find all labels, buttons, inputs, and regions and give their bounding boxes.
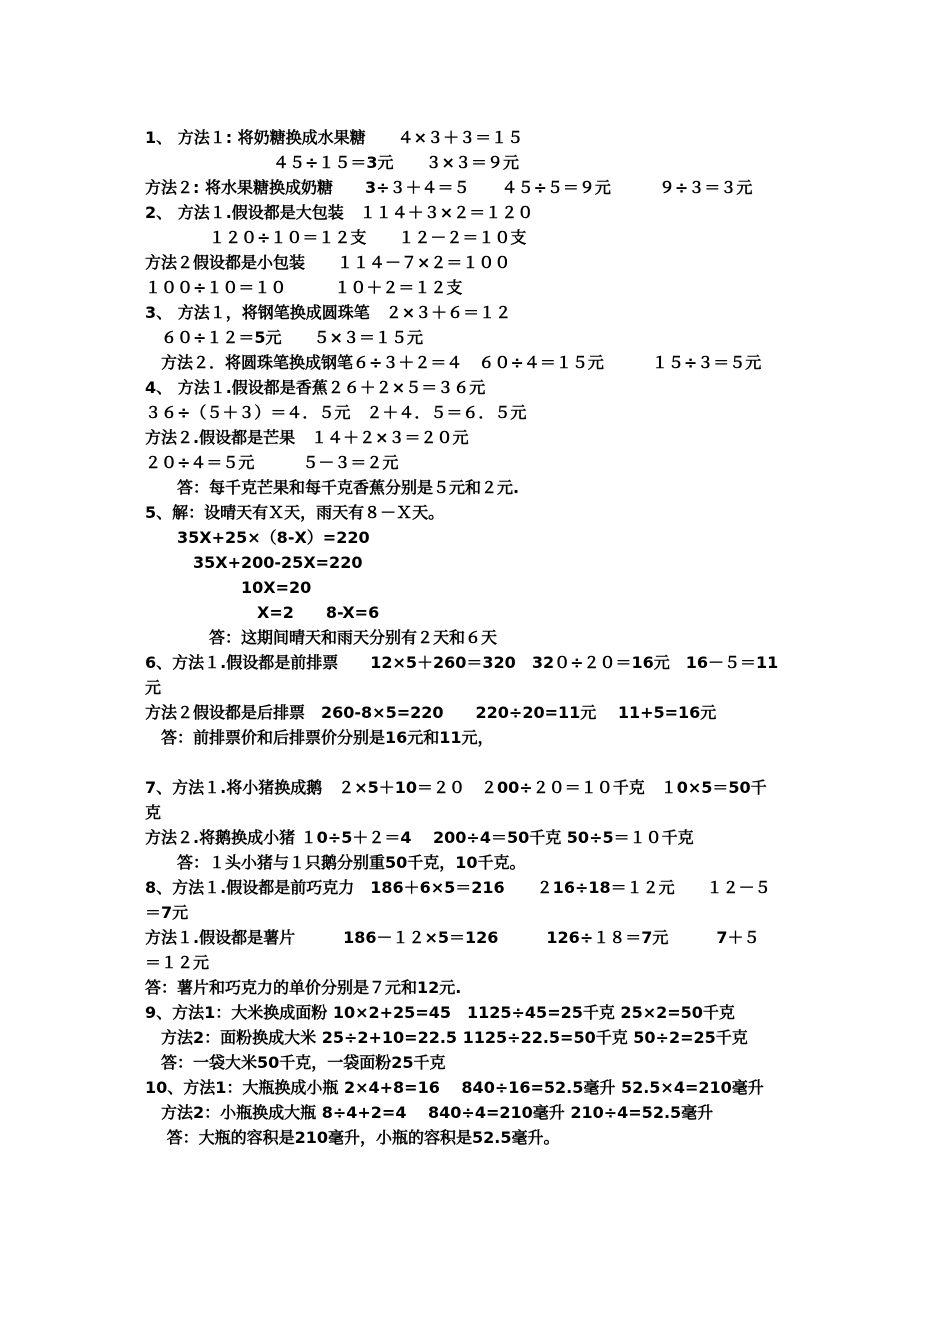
text-line-41: 答：大瓶的容积是210毫升，小瓶的容积是52.5毫升。 [145, 1128, 560, 1147]
text-line-17: 35X+25×（8-X）=220 [145, 528, 370, 547]
text-line-2: ４５÷１５＝3元 ３×３＝９元 [145, 153, 519, 172]
text-line-33: 方法１.假设都是薯片 186－１２×5＝126 126÷１８＝7元 7＋５ [145, 928, 760, 947]
text-line-28: 克 [145, 803, 162, 822]
text-line-25: 答：前排票价和后排票价分别是16元和11元， [145, 728, 494, 747]
text-line-38: 答：一袋大米50千克，一袋面粉25千克 [145, 1053, 446, 1072]
text-line-3: 方法２: 将水果糖换成奶糖 3÷３＋４＝５ ４５÷５＝９元 ９÷３＝３元 [145, 178, 753, 197]
text-line-10: 方法２．将圆珠笔换成钢笔６÷３＋２＝４ ６０÷４＝１５元 １５÷３＝５元 [145, 353, 762, 372]
text-line-5: １２０÷１０＝１２支 １２－２＝１０支 [145, 228, 527, 247]
text-line-34: ＝１２元 [145, 953, 210, 972]
text-line-26 [145, 750, 815, 775]
text-line-21: 答：这期间晴天和雨天分别有２天和６天 [145, 628, 498, 647]
text-line-20: X=2 8-X=6 [145, 603, 380, 622]
text-line-9: ６０÷１２＝5元 ５×３＝１５元 [145, 328, 423, 347]
text-line-39: 10、方法1：大瓶换成小瓶 2×4+8=16 840÷16=52.5毫升 52.5×4=210毫升 [145, 1078, 764, 1097]
text-line-6: 方法２假设都是小包装 １１４－７×２＝１００ [145, 253, 511, 272]
text-line-11: 4、 方法１.假设都是香蕉２６＋２×５＝３６元 [145, 378, 486, 397]
text-line-12: ３６÷（５＋３）＝４．５元 ２＋４．５＝６．５元 [145, 403, 527, 422]
text-line-16: 5、解：设晴天有Ｘ天，雨天有８－Ｘ天。 [145, 503, 445, 522]
text-line-24: 方法２假设都是后排票 260-8×5=220 220÷20=11元 11+5=16元 [145, 703, 717, 722]
text-line-19: 10X=20 [145, 578, 312, 597]
text-line-32: ＝7元 [145, 903, 189, 922]
text-line-40: 方法2：小瓶换成大瓶 8÷4+2=4 840÷4=210毫升 210÷4=52.5毫升 [145, 1103, 714, 1122]
text-line-27: 7、方法１.将小猪换成鹅 ２×5＋10＝２０ ２00÷２０＝１０千克 １0×5＝50千 [145, 778, 767, 797]
text-line-15: 答：每千克芒果和每千克香蕉分别是５元和２元. [145, 478, 520, 497]
text-line-4: 2、 方法１.假设都是大包装 １１４＋３×２＝１２０ [145, 203, 534, 222]
text-line-29: 方法２.将鹅换成小猪 １0÷5＋２＝4 200÷4＝50千克 50÷5＝１０千克 [145, 828, 694, 847]
text-line-8: 3、 方法１，将钢笔换成圆珠笔 ２×３＋６＝１２ [145, 303, 512, 322]
text-line-7: １００÷１０＝１０ １０＋２＝１２支 [145, 278, 463, 297]
text-line-13: 方法２.假设都是芒果 １４＋２×３＝２０元 [145, 428, 469, 447]
text-line-22: 6、方法１.假设都是前排票 12×5＋260＝320 32０÷２０＝16元 16－５＝11 [145, 653, 779, 672]
text-line-23: 元 [145, 678, 162, 697]
text-line-37: 方法2：面粉换成大米 25÷2+10=22.5 1125÷22.5=50千克 50÷2=25千克 [145, 1028, 748, 1047]
text-line-31: 8、方法１.假设都是前巧克力 186＋6×5＝216 ２16÷18＝１２元 １２－５ [145, 878, 771, 897]
text-line-36: 9、方法1：大米换成面粉 10×2+25=45 1125÷45=25千克 25×2=50千克 [145, 1003, 735, 1022]
text-line-14: ２０÷４＝５元 ５－３＝２元 [145, 453, 399, 472]
text-line-35: 答：薯片和巧克力的单价分别是７元和12元. [145, 978, 462, 997]
text-line-30: 答：１头小猪与１只鹅分别重50千克，10千克。 [145, 853, 526, 872]
text-line-1: 1、 方法１: 将奶糖换成水果糖 ４×３＋３＝１５ [145, 128, 524, 147]
text-line-18: 35X+200-25X=220 [145, 553, 363, 572]
